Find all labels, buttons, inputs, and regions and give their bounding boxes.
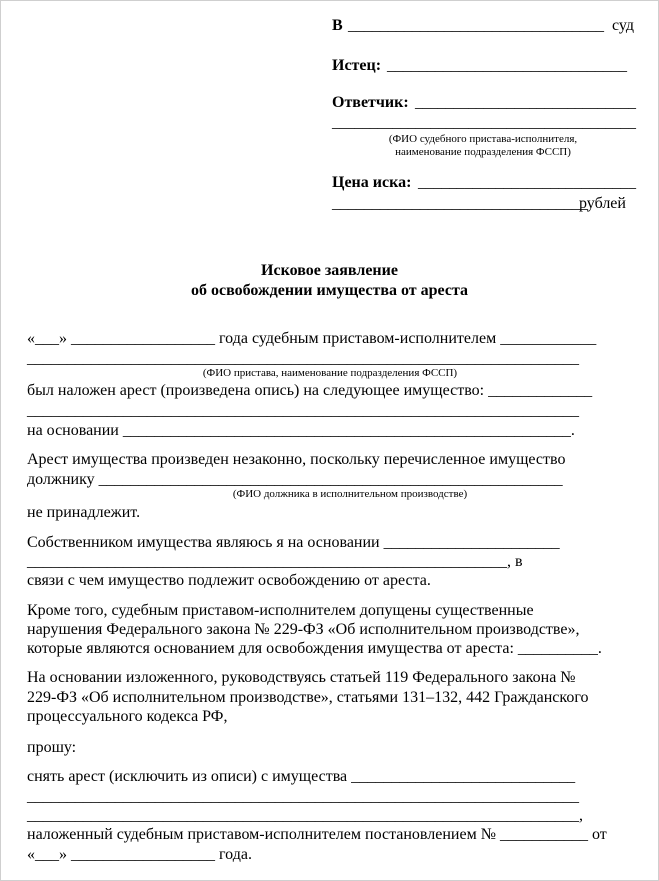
defendant-blank: _____________________________ [415,94,637,111]
price-blank: ____________________________ [418,174,636,191]
body-line: которые являются основанием для освобождения имущества от ареста: __________. [27,640,602,657]
document-title-line2: об освобождении имущества от ареста [191,282,468,299]
body-line: был наложен арест (произведена опись) на следующее имущество: _____________ [27,382,593,399]
body-line: 229-ФЗ «Об исполнительном производстве», статьями 131–132, 442 Гражданского [27,689,589,706]
defendant-note-1: (ФИО судебного пристава-исполнителя, [388,133,578,145]
body-line: _____________________________________________________________________ [27,402,579,419]
body-line: снять арест (исключить из описи) с имущества ____________________________ [27,768,576,785]
court-prefix: В [332,17,343,34]
body-line: прошу: [27,739,77,756]
defendant-note-2: наименование подразделения ФССП) [395,146,571,158]
body-line: нарушения Федерального закона № 229-ФЗ «Об исполнительном производстве», [27,621,580,638]
defendant-label: Ответчик: [332,94,409,111]
body-line: процессуального кодекса РФ, [27,708,228,725]
body-line: «___» __________________ года. [27,846,252,863]
body-line: _____________________________________________________________________, [27,807,583,824]
body-line: связи с чем имущество подлежит освобождению от ареста. [27,572,431,589]
document-title-line1: Исковое заявление [261,262,398,279]
price-suffix: рублей [579,195,626,212]
body-line: Собственником имущества являюсь я на основании ______________________ [27,534,560,551]
plaintiff-label: Истец: [332,57,382,74]
body-line: должнику __________________________________________________________ [27,471,563,488]
body-line: ____________________________________________________________, в [27,553,523,570]
body-line: _____________________________________________________________________ [27,788,579,805]
defendant-line2: ________________________________________ [332,114,636,131]
body-line: На основании изложенного, руководствуясь статьей 119 Федерального закона № [27,669,576,686]
body-line: «___» __________________ года судебным приставом-исполнителем ____________ [27,330,597,347]
body-line: наложенный судебным приставом-исполнителем постановлением № ___________ от [27,826,607,843]
note-debtor: (ФИО должника в исполнительном производстве) [232,488,468,500]
price-label: Цена иска: [332,174,412,191]
body-line: не принадлежит. [27,504,141,521]
price-line2: ________________________________ [332,195,588,212]
body-line: на основании ________________________________________________________. [27,422,575,439]
body-line: Кроме того, судебным приставом-исполнителем допущены существенные [27,602,534,619]
court-suffix: суд [612,17,635,34]
body-line: _____________________________________________________________________ [27,350,579,367]
note-bailiff: (ФИО пристава, наименование подразделения ФССП) [202,367,458,379]
body-line: Арест имущества произведен незаконно, поскольку перечисленное имущество [27,451,566,468]
plaintiff-blank: ______________________________ [387,57,627,74]
court-blank: ________________________________ [348,17,604,34]
